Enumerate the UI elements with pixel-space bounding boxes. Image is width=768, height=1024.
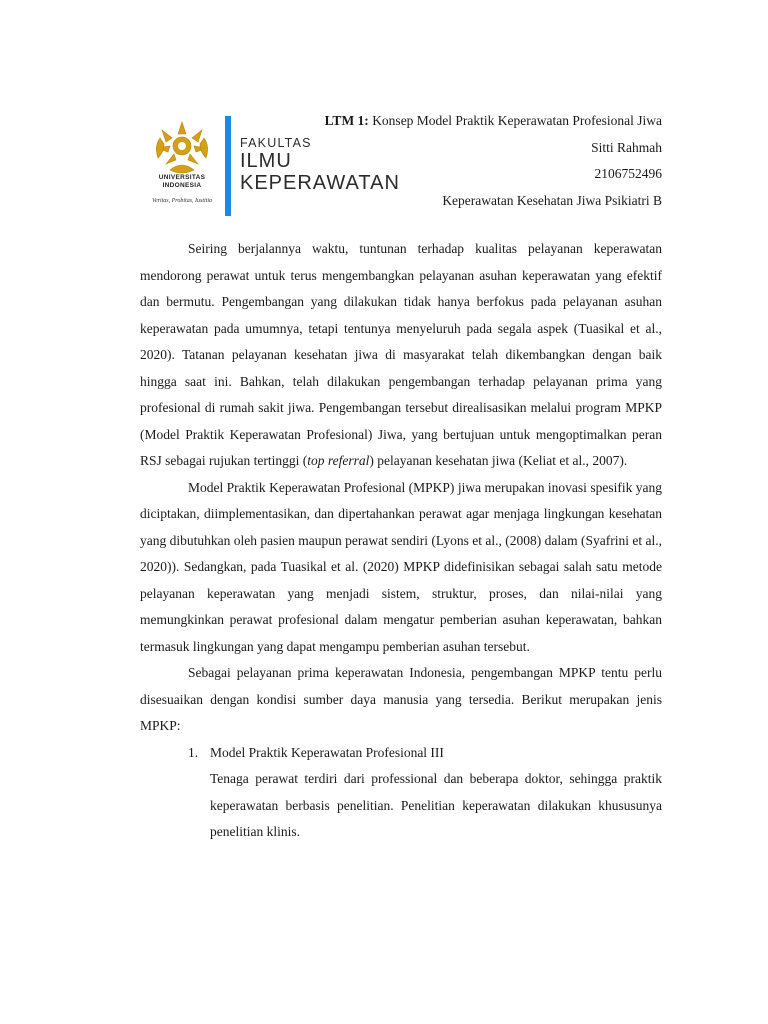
document-title-label: LTM 1: — [324, 113, 369, 128]
document-body — [140, 236, 662, 846]
paragraph-2: Model Praktik Keperawatan Profesional (MPKP) jiwa merupakan inovasi spesifik yang diciptakan, diimplementasikan, dan dipertahankan perawat agar menjaga lingkungan kesehatan yang dibutuhkan oleh pasien maupun perawat sendiri (Lyons et al., (2008) dalam (Syafrini et al., 2020)). Sedangkan, pada Tuasikal et al. (2020) MPKP didefinisikan sebagai salah satu metode pelayanan keperawatan yang menjadi sistem, struktur, proses, dan nilai-nilai yang memungkinkan perawat profesional dalam mengatur pemberian asuhan keperawatan, bahkan termasuk lingkungan yang dapat mengampu pemberian asuhan tersebut. — [140, 479, 662, 654]
list-item-description: Tenaga perawat terdiri dari professional dan beberapa doktor, sehingga praktik keperawatan berbasis penelitian. Penelitian keperawatan dilakukan khususunya penelitian klinis. — [210, 771, 662, 839]
student-id: 2106752496 — [594, 166, 662, 181]
faculty-line-3: KEPERAWATAN — [240, 172, 400, 194]
faculty-line-1: FAKULTAS — [240, 136, 312, 150]
university-name — [140, 174, 224, 190]
document-title-text: Konsep Model Praktik Keperawatan Profesional Jiwa — [368, 113, 662, 128]
university-name-line: INDONESIA — [162, 182, 202, 189]
logo-divider-bar — [225, 116, 231, 216]
list-item-number: 1. — [188, 744, 199, 760]
document-header — [325, 108, 662, 214]
author-name: Sitti Rahmah — [591, 139, 662, 155]
university-motto: Veritas, Probitas, Iustitia — [151, 198, 213, 204]
paragraph-1 — [140, 236, 662, 475]
course-name: Keperawatan Kesehatan Jiwa Psikiatri B — [442, 192, 662, 208]
paragraph-1-italic: top referral — [307, 453, 370, 468]
document-title — [325, 108, 662, 135]
faculty-line-2: ILMU — [240, 150, 292, 172]
paragraph-3: Sebagai pelayanan prima keperawatan Indonesia, pengembangan MPKP tentu perlu disesuaikan dengan kondisi sumber daya manusia yang tersedia. Berikut merupakan jenis MPKP: — [140, 665, 662, 733]
list-item — [140, 740, 662, 767]
paragraph-1-text-b: ) pelayanan kesehatan jiwa (Keliat et al., 2007). — [369, 453, 628, 468]
paragraph-1-text-a: Seiring berjalannya waktu, tuntunan terhadap kualitas pelayanan keperawatan mendorong perawat untuk terus mengembangkan pelayanan asuhan keperawatan yang efektif dan bermutu. Pengembangan yang dilakukan tidak hanya berfokus pada pelayanan asuhan keperawatan pada umumnya, tetapi tentunya menyeluruh pada segala aspek (Tuasikal et al., 2020). Tatanan pelayanan kesehatan jiwa di masyarakat telah dikembangkan dengan baik hingga saat ini. Bahkan, telah dilakukan pengembangan terhadap pelayanan prima yang profesional di rumah sakit jiwa. Pengembangan tersebut direalisasikan melalui program MPKP (Model Praktik Keperawatan Profesional) Jiwa, yang bertujuan untuk mengoptimalkan peran RSJ sebagai rujukan tertinggi ( — [140, 241, 662, 468]
list-item-title: Model Praktik Keperawatan Profesional III — [210, 744, 444, 760]
university-name-line: UNIVERSITAS — [158, 174, 206, 181]
